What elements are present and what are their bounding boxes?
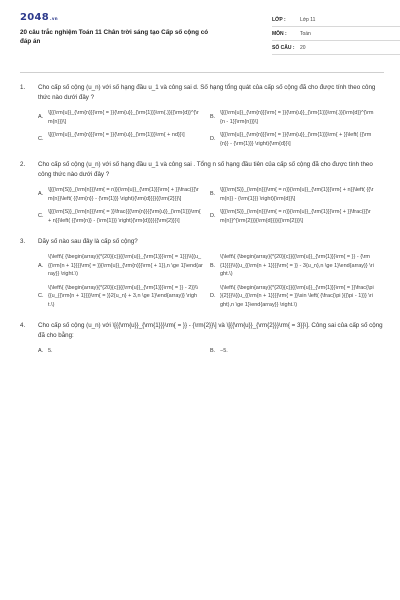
question-1: [20, 83, 384, 148]
option-letter: A.: [38, 348, 44, 354]
answer-options: [38, 347, 384, 356]
option-letter: D.: [210, 136, 216, 143]
option-letter: B.: [210, 191, 216, 198]
meta-row-class: [272, 13, 400, 27]
option-letter: C.: [38, 293, 44, 299]
option-letter: A.: [38, 191, 44, 198]
meta-table: [272, 13, 400, 55]
option-letter: A.: [38, 114, 44, 121]
option-letter: B.: [210, 348, 216, 354]
question-number: 3.: [20, 238, 26, 245]
answer-option-c[interactable]: [38, 284, 210, 310]
page-title: 20 câu trắc nghiệm Toán 11 Chân trời sáng tạo Cấp số cộng có đáp án: [20, 29, 209, 45]
answer-options: [38, 253, 384, 309]
question-number: 4.: [20, 322, 26, 329]
logo-suffix: .vn: [50, 16, 58, 21]
meta-value: Lớp 11: [300, 16, 316, 23]
meta-value: Toán: [300, 30, 311, 37]
question-stem: [20, 83, 384, 103]
option-letter: D.: [210, 293, 216, 299]
answer-option-a[interactable]: [38, 186, 210, 203]
question-stem: [20, 237, 384, 247]
option-text: \(\left\{ {\begin{array}{*{20}{c}}{{\rm{u}}_{\rm{1}}}\rm{ = }}\frac{\pi }{2}}}\\{{u_{{\rm{n + 1}}}}\rm{ = }}\sin \left( {\frac{\pi }{{\pi - 1}}} \right),n \ge 1}\end{array}} \right.\): [220, 284, 374, 308]
meta-key: LỚP :: [272, 16, 286, 23]
option-text: \[{{\rm{S}}_{\rm{n}}}\rm{ = n}}{\rm{u}}_{\rm{1}}}\rm{ + n}}\left( {{\rm{n}} - {\rm{1}}} \right){\rm{d}}\]: [220, 187, 374, 202]
answer-options: [38, 186, 384, 225]
question-stem: [20, 321, 384, 341]
question-text: Cho cấp số cộng (u_n) với \[{{\rm{u}}_{\rm{1}}}\rm{ = }} - {\rm{2}}\] và \[{{\rm{u}}_{\rm{2}}}\rm{ = 3}}\]. Công sai của cấp số cộng đã cho bằng:: [38, 322, 383, 339]
answer-option-a[interactable]: [38, 253, 210, 279]
option-letter: C.: [38, 136, 44, 143]
answer-option-b[interactable]: [210, 347, 382, 356]
answer-option-d[interactable]: [210, 284, 382, 310]
question-text: Cho cấp số cộng (u_n) với số hạng đầu u_1 và công sai d. Số hạng tổng quát của cấp số cộng đã cho được tính theo công thức nào dưới đây ?: [38, 84, 376, 101]
option-letter: D.: [210, 213, 216, 220]
question-text: Cho cấp số cộng (u_n) với số hạng đầu u_1 và công sai . Tổng n số hạng đầu tiên của cấp số cộng đã cho được tính theo công thức nào dưới đây ?: [38, 161, 373, 178]
option-text: \[{{\rm{u}}_{\rm{n}}}\rm{ = }}{\rm{u}}_{\rm{1}}}\rm{ + nd}}\]: [48, 132, 185, 138]
question-number: 2.: [20, 161, 26, 168]
option-letter: C.: [38, 213, 44, 220]
answer-option-c[interactable]: [38, 131, 210, 148]
answer-option-b[interactable]: [210, 253, 382, 279]
question-number: 1.: [20, 84, 26, 91]
answer-option-d[interactable]: [210, 208, 382, 225]
logo-main: 2048: [20, 12, 50, 23]
option-text: \(\left\{ {\begin{array}{*{20}{c}}{{\rm{u}}_{\rm{1}}}\rm{ = }} - 2}}\\{{u_{{\rm{n + 1}}}}\rm{ = }}2{u_n} + 3,n \ge 1}\end{array}} \right.\): [48, 284, 198, 308]
answer-option-c[interactable]: [38, 208, 210, 225]
option-text: 5.: [48, 348, 53, 354]
question-4: [20, 321, 384, 356]
question-text: Dãy số nào sau đây là cấp số cộng?: [38, 238, 138, 245]
question-stem: [20, 160, 384, 180]
option-text: \[{{\rm{u}}_{\rm{n}}}\rm{ = }}{\rm{u}}_{\rm{1}}}\rm{ + }}\left( {{\rm{n}} - {\rm{1}}} \right){\rm{d}}\]: [220, 132, 372, 147]
option-text: \[{{\rm{u}}_{\rm{n}}}\rm{ = }}{\rm{u}}_{\rm{1}}}\rm{.}}{\rm{d}}^{\rm{n - 1}}\rm{n}}}\]: [220, 110, 374, 125]
meta-row-subject: [272, 27, 400, 41]
document-header: [20, 12, 384, 64]
answer-option-a[interactable]: [38, 109, 210, 126]
meta-row-count: [272, 41, 400, 55]
header-divider: [20, 72, 384, 73]
option-text: \[{{\rm{S}}_{\rm{n}}}\rm{ = n}}{\rm{u}}_{\rm{1}}}\rm{ + }}\frac{{{\rm{n}}\left( {{\rm{n}} - {\rm{1}}} \right){\rm{d}}}}{{\rm{2}}}\]: [48, 187, 199, 202]
option-text: \[{{\rm{u}}_{\rm{n}}}\rm{ = }}{\rm{u}}_{\rm{1}}}\rm{.}}{{\rm{d}}^{\rm{n}}}\]: [48, 110, 199, 125]
meta-key: MÔN :: [272, 30, 287, 37]
option-text: \(\left\{ {\begin{array}{*{20}{c}}{{\rm{u}}_{\rm{1}}}\rm{ = 1}}}\\{{u_{{\rm{n + 1}}}}\rm{ = }}{\rm{u}}_{\rm{n}}}\rm{ + 1}},n \ge 1}\end{array}} \right.\): [48, 254, 203, 277]
answer-option-b[interactable]: [210, 109, 382, 126]
answer-options: [38, 109, 384, 148]
answer-option-d[interactable]: [210, 131, 382, 148]
option-text: \[{{\rm{S}}_{\rm{n}}}\rm{ = n}}{\rm{u}}_{\rm{1}}}\rm{ + }}\frac{{{\rm{n}}^{\rm{2}}}{\rm{d}}}}{{\rm{2}}}\]: [220, 209, 371, 224]
question-2: [20, 160, 384, 225]
option-text: \[{{\rm{S}}_{\rm{n}}}\rm{ = }}\frac{{{\rm{n}}{{\rm{u}}_{\rm{1}}}\rm{ + n}}\left( {{\rm{n}} - {\rm{1}}} \right){\rm{d}}}}{{\rm{2}}}\]: [48, 209, 201, 224]
option-letter: B.: [210, 262, 216, 269]
answer-option-b[interactable]: [210, 186, 382, 203]
option-text: −5.: [220, 348, 228, 354]
option-letter: B.: [210, 114, 216, 121]
option-text: \(\left\{ {\begin{array}{*{20}{c}}{{\rm{u}}_{\rm{1}}}\rm{ = }} - {\rm{1}}}}\\{{u_{{\rm{n + 1}}}}\rm{ = }} - 3{u_n},n \ge 1}\end{array}} \right.\): [220, 254, 374, 277]
meta-key: SỐ CÂU :: [272, 44, 295, 51]
question-3: [20, 237, 384, 309]
answer-option-a[interactable]: [38, 347, 210, 356]
option-letter: A.: [38, 262, 44, 269]
meta-value: 20: [300, 44, 306, 51]
